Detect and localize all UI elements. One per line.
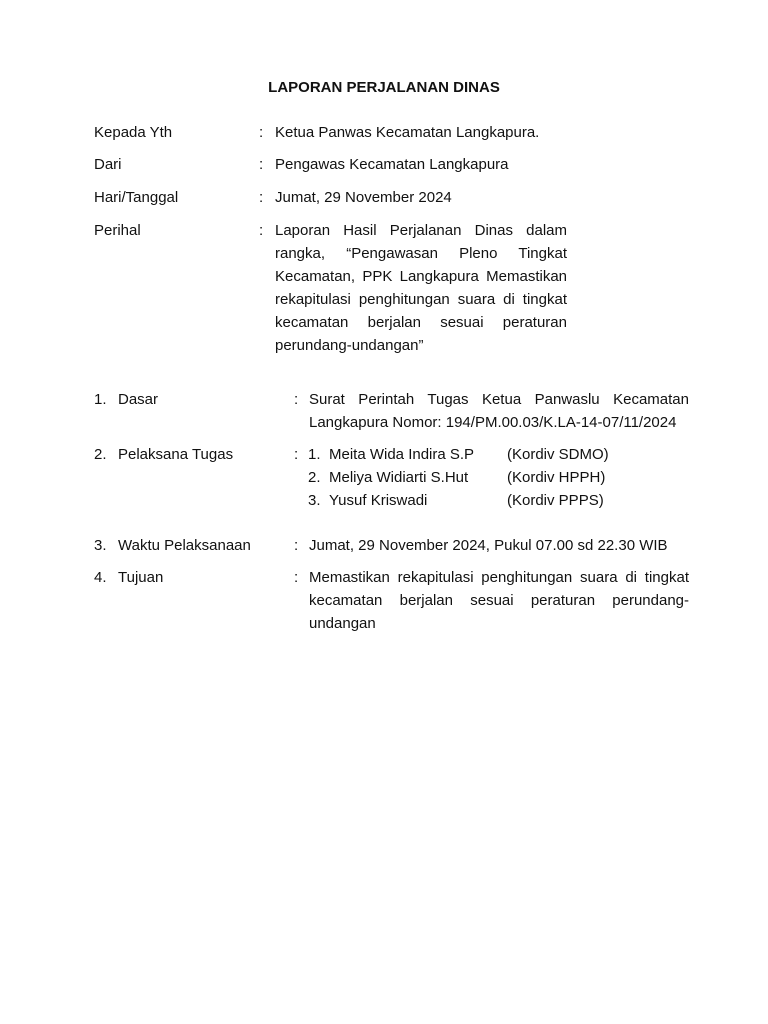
officer-number: 2. — [308, 469, 321, 486]
colon: : — [294, 446, 299, 463]
item-pelaksana — [94, 443, 233, 466]
label-dari: Dari — [94, 156, 122, 173]
colon: : — [294, 537, 299, 554]
item-dasar — [94, 388, 158, 411]
value-perihal: Laporan Hasil Perjalanan Dinas dalam rangka, “Pengawasan Pleno Tingkat Kecamatan, PPK Langkapura Memastikan rekapitulasi penghitungan suara di tingkat kecamatan berjalan sesuai peraturan perundang-undangan” — [275, 222, 567, 354]
colon: : — [294, 569, 299, 586]
officer-row — [308, 443, 609, 466]
value-waktu: Jumat, 29 November 2024, Pukul 07.00 sd 22.30 WIB — [309, 537, 668, 554]
item-label: Dasar — [118, 391, 159, 408]
officer-row — [308, 466, 609, 489]
value-dasar: Surat Perintah Tugas Ketua Panwaslu Kecamatan Langkapura Nomor: 194/PM.00.03/K.LA-14-07/11/2024 — [309, 391, 689, 431]
officer-role: (Kordiv HPPH) — [507, 469, 606, 486]
item-waktu — [94, 534, 251, 557]
item-number: 3. — [94, 537, 107, 554]
officer-name: Meliya Widiarti S.Hut — [329, 469, 469, 486]
item-number: 1. — [94, 391, 107, 408]
label-perihal: Perihal — [94, 222, 141, 239]
officer-name: Yusuf Kriswadi — [329, 492, 428, 509]
item-number: 2. — [94, 446, 107, 463]
value-kepada: Ketua Panwas Kecamatan Langkapura. — [275, 124, 540, 141]
colon: : — [259, 156, 264, 173]
officer-role: (Kordiv SDMO) — [507, 446, 609, 463]
value-hari-tanggal: Jumat, 29 November 2024 — [275, 189, 452, 206]
item-number: 4. — [94, 569, 107, 586]
colon: : — [259, 124, 264, 141]
officer-number: 1. — [308, 446, 321, 463]
colon: : — [259, 189, 264, 206]
label-kepada: Kepada Yth — [94, 124, 173, 141]
officer-row — [308, 489, 609, 512]
item-label: Pelaksana Tugas — [118, 446, 234, 463]
item-label: Waktu Pelaksanaan — [118, 537, 251, 554]
officer-number: 3. — [308, 492, 321, 509]
item-label: Tujuan — [118, 569, 164, 586]
colon: : — [294, 391, 299, 408]
colon: : — [259, 222, 264, 239]
item-tujuan — [94, 566, 163, 589]
officer-name: Meita Wida Indira S.P — [329, 446, 475, 463]
document-title: LAPORAN PERJALANAN DINAS — [268, 79, 500, 96]
value-dari: Pengawas Kecamatan Langkapura — [275, 156, 509, 173]
officer-list — [308, 443, 609, 512]
label-hari-tanggal: Hari/Tanggal — [94, 189, 179, 206]
officer-role: (Kordiv PPPS) — [507, 492, 604, 509]
value-tujuan: Memastikan rekapitulasi penghitungan suara di tingkat kecamatan berjalan sesuai peraturan perundang-undangan — [309, 569, 689, 632]
